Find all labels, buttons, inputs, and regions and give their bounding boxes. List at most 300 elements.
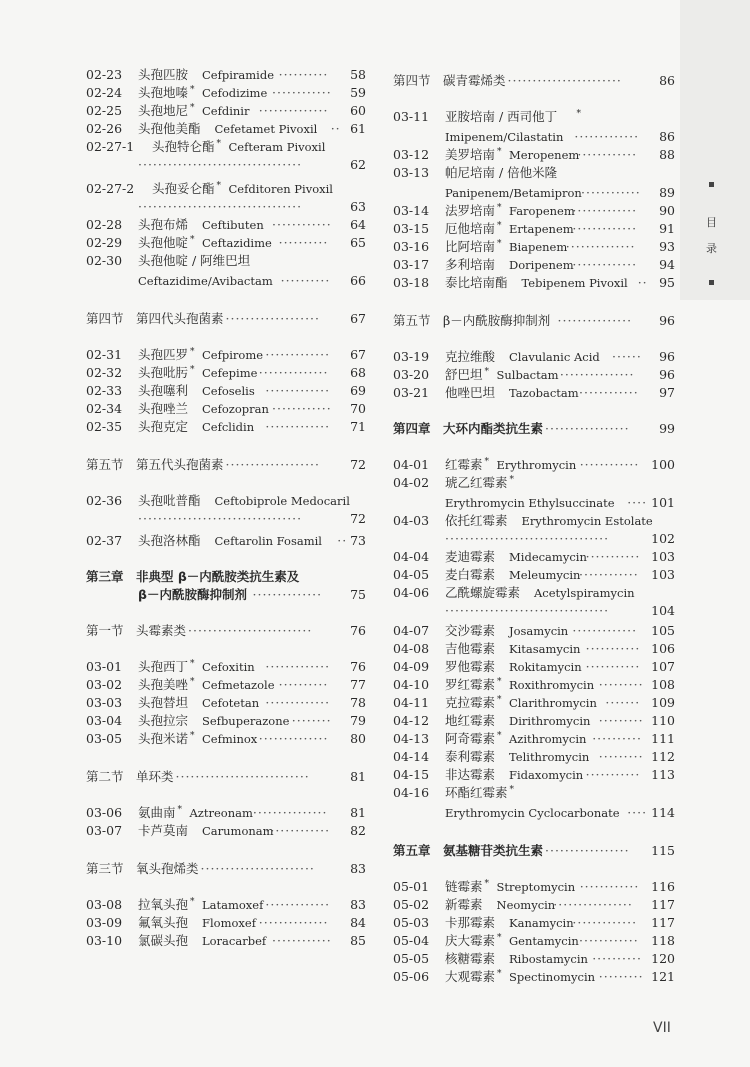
entry-chinese-name: 大观霉素 (445, 969, 496, 984)
entry-code: 02-32 (86, 365, 123, 380)
entry-chinese-name: 罗红霉素 (445, 677, 496, 692)
entry-code: 05-06 (393, 969, 430, 984)
entry-code: 03-07 (86, 823, 123, 838)
chapter-heading: 第四章 大环内酯类抗生素 (393, 421, 544, 436)
leader-dots: ······················· (507, 73, 622, 88)
entry-chinese-name: 非达霉素 (445, 767, 496, 782)
page-number: 71 (350, 419, 366, 434)
star-mark: * (190, 365, 195, 375)
entry-english-name: Cefdinir (202, 104, 250, 118)
leader-dots: ·········· (278, 677, 329, 692)
entry-code: 03-11 (393, 109, 430, 124)
entry-english-name: Cefminox (202, 732, 258, 746)
leader-dots: ············· (572, 623, 638, 638)
leader-dots: ············ (579, 385, 639, 400)
side-marker-top (709, 182, 714, 187)
toc-row (393, 312, 675, 330)
page-number: 113 (651, 767, 675, 782)
entry-english-name: Ceftazidime (202, 236, 272, 250)
toc-row (393, 220, 675, 238)
leader-dots: ········ (291, 713, 332, 728)
page-number: 77 (350, 677, 366, 692)
leader-dots: ··············· (559, 367, 635, 382)
page-number: 85 (350, 933, 366, 948)
entry-chinese-name: 罗他霉素 (445, 659, 496, 674)
page-number: 120 (651, 951, 675, 966)
leader-dots: ············ (581, 185, 641, 200)
entry-code: 04-05 (393, 567, 430, 582)
entry-english-name: Meropenem (509, 148, 580, 162)
leader-dots: ·········· (278, 235, 329, 250)
entry-code: 04-03 (393, 513, 430, 528)
entry-english-name: Aztreonam (189, 806, 253, 820)
entry-code: 04-06 (393, 585, 430, 600)
leader-dots: ······ (612, 349, 642, 364)
toc-row (86, 252, 366, 270)
toc-row (393, 164, 675, 182)
toc-row (393, 566, 675, 584)
entry-chinese-name: 克拉维酸 (445, 349, 496, 364)
toc-row (393, 72, 675, 90)
entry-chinese-name: 他唑巴坦 (445, 385, 496, 400)
toc-row (393, 256, 675, 274)
toc-row (393, 784, 675, 802)
leader-dots: ········· (598, 713, 644, 728)
toc-row (86, 198, 366, 216)
entry-english-name: Carumonam (202, 824, 274, 838)
entry-english-name: Midecamycin (509, 550, 587, 564)
entry-chinese-name: 头孢布烯 (138, 217, 189, 232)
entry-english-name: Fidaxomycin (509, 768, 584, 782)
leader-dots: ·········· (592, 951, 642, 966)
entry-english-name: Cefozopran (202, 402, 269, 416)
entry-code: 05-05 (393, 951, 430, 966)
entry-code: 02-37 (86, 533, 123, 548)
toc-row (393, 384, 675, 402)
star-mark: * (177, 805, 182, 815)
entry-english-name: Cefpiramide (202, 68, 275, 82)
chapter-heading: β－内酰胺酶抑制剂 (138, 587, 247, 602)
leader-dots: ············· (572, 257, 638, 272)
page-number: 99 (659, 421, 675, 436)
entry-english-name: Neomycin (496, 898, 556, 912)
entry-code: 03-02 (86, 677, 123, 692)
toc-row (393, 640, 675, 658)
page-number: 93 (659, 239, 675, 254)
entry-code: 02-27-1 (86, 139, 135, 154)
entry-code: 02-34 (86, 401, 123, 416)
leader-dots: ············ (579, 933, 639, 948)
star-mark: * (190, 85, 195, 95)
page-number: 59 (350, 85, 366, 100)
page-number: 79 (350, 713, 366, 728)
toc-row (393, 494, 675, 512)
star-mark: * (216, 139, 221, 149)
page-number: 63 (350, 199, 366, 214)
toc-row (393, 146, 675, 164)
entry-chinese-name: 头孢他啶 / 阿维巴坦 (138, 253, 251, 268)
entry-code: 03-21 (393, 385, 430, 400)
entry-chinese-name: 红霉素 (445, 457, 483, 472)
entry-english-name: Clavulanic Acid (509, 350, 600, 364)
leader-dots: ············ (579, 567, 639, 582)
section-heading: 第二节 单环类 (86, 769, 174, 784)
side-label-1: 目 (706, 216, 717, 229)
entry-chinese-name: 美罗培南 (445, 147, 496, 162)
page-number: 96 (659, 349, 675, 364)
toc-row (393, 968, 675, 986)
page-number: 66 (350, 273, 366, 288)
page-number: 109 (651, 695, 675, 710)
entry-code: 04-04 (393, 549, 430, 564)
entry-code: 05-03 (393, 915, 430, 930)
entry-english-name: Erythromycin Cyclocarbonate (445, 806, 620, 820)
page-number: 90 (659, 203, 675, 218)
entry-code: 03-14 (393, 203, 430, 218)
entry-english-name: Kanamycin (509, 916, 574, 930)
leader-dots: ············· (574, 129, 640, 144)
entry-english-name: Ceftobiprole Medocaril (214, 494, 350, 508)
entry-english-name: Sulbactam (496, 368, 559, 382)
leader-dots: ························· (188, 623, 313, 638)
entry-english-name: Gentamycin (509, 934, 579, 948)
page-number: 82 (350, 823, 366, 838)
entry-chinese-name: 琥乙红霉素 (445, 475, 508, 490)
entry-english-name: Ceftazidime/Avibactam (138, 274, 273, 288)
toc-row (86, 456, 366, 474)
entry-english-name: Meleumycin (509, 568, 581, 582)
star-mark: * (190, 677, 195, 687)
entry-english-name: Acetylspiramycin (534, 586, 635, 600)
page-number: 116 (651, 879, 675, 894)
leader-dots: ············· (265, 347, 331, 362)
star-mark: * (576, 109, 581, 119)
toc-row (86, 622, 366, 640)
page-number: 103 (651, 567, 675, 582)
page-number: 102 (651, 531, 675, 546)
leader-dots: ············· (265, 383, 331, 398)
toc-row (86, 272, 366, 290)
star-mark: * (216, 181, 221, 191)
leader-dots: ·· (337, 533, 348, 548)
toc-row (86, 180, 366, 198)
toc-row (393, 474, 675, 492)
entry-chinese-name: 麦白霉素 (445, 567, 496, 582)
entry-code: 03-01 (86, 659, 123, 674)
toc-row (86, 310, 366, 328)
entry-code: 04-07 (393, 623, 430, 638)
leader-dots: ············· (265, 419, 331, 434)
page-number: 107 (651, 659, 675, 674)
toc-row (86, 658, 366, 676)
page-number: 111 (651, 731, 675, 746)
entry-chinese-name: 氯碳头孢 (138, 933, 189, 948)
entry-chinese-name: 克拉霉素 (445, 695, 496, 710)
leader-dots: ··················· (225, 311, 320, 326)
page-number: 88 (659, 147, 675, 162)
toc-row (393, 202, 675, 220)
entry-code: 03-05 (86, 731, 123, 746)
entry-chinese-name: 泰利霉素 (445, 749, 496, 764)
entry-chinese-name: 头孢他美酯 (138, 121, 201, 136)
entry-english-name: Cefteram Pivoxil (228, 140, 326, 154)
leader-dots: ············· (572, 221, 638, 236)
toc-row (393, 694, 675, 712)
toc-row (393, 274, 675, 292)
leader-dots: ·············· (258, 365, 329, 380)
entry-chinese-name: 帕尼培南 / 倍他米隆 (445, 165, 558, 180)
entry-code: 02-28 (86, 217, 123, 232)
toc-row (86, 102, 366, 120)
page-number: 80 (350, 731, 366, 746)
toc-row (86, 730, 366, 748)
toc-row (393, 914, 675, 932)
entry-chinese-name: 头孢地尼 (138, 103, 189, 118)
entry-code: 02-26 (86, 121, 123, 136)
page-number: 112 (651, 749, 675, 764)
leader-dots: ·········· (280, 273, 331, 288)
entry-chinese-name: 依托红霉素 (445, 513, 508, 528)
page-number: 84 (350, 915, 366, 930)
entry-english-name: Cefoselis (202, 384, 255, 398)
star-mark: * (190, 659, 195, 669)
toc-row (86, 676, 366, 694)
entry-code: 03-16 (393, 239, 430, 254)
entry-chinese-name: 麦迪霉素 (445, 549, 496, 564)
leader-dots: ············· (265, 659, 331, 674)
page-number: 70 (350, 401, 366, 416)
star-mark: * (497, 731, 502, 741)
page-number: 81 (350, 769, 366, 784)
entry-chinese-name: 核糖霉素 (445, 951, 496, 966)
page-number: 104 (651, 603, 675, 618)
page-number: 106 (651, 641, 675, 656)
page-number: 81 (350, 805, 366, 820)
leader-dots: ············· (572, 203, 638, 218)
leader-dots: ·········· (592, 731, 642, 746)
star-mark: * (509, 475, 514, 485)
entry-chinese-name: 头孢吡肟 (138, 365, 189, 380)
leader-dots: ······················· (200, 861, 315, 876)
page-number: 62 (350, 157, 366, 172)
star-mark: * (497, 969, 502, 979)
star-mark: * (190, 235, 195, 245)
section-heading: 第三节 氧头孢烯类 (86, 861, 199, 876)
entry-english-name: Panipenem/Betamipron (445, 186, 582, 200)
leader-dots: ··········· (585, 767, 641, 782)
entry-english-name: Flomoxef (202, 916, 256, 930)
leader-dots: ············ (272, 401, 332, 416)
leader-dots: ································· (445, 531, 610, 546)
entry-chinese-name: 阿奇霉素 (445, 731, 496, 746)
leader-dots: ··············· (252, 805, 328, 820)
page-number: 64 (350, 217, 366, 232)
toc-row (86, 532, 366, 550)
entry-chinese-name: 新霉素 (445, 897, 483, 912)
entry-english-name: Roxithromycin (509, 678, 595, 692)
toc-row (86, 418, 366, 436)
entry-english-name: Erythromycin Estolate (521, 514, 653, 528)
entry-code: 03-19 (393, 349, 430, 364)
entry-code: 05-01 (393, 879, 430, 894)
page-number: 97 (659, 385, 675, 400)
chapter-heading: 第三章 非典型 β－内酰胺类抗生素及 (86, 569, 300, 584)
entry-english-name: Faropenem (509, 204, 575, 218)
leader-dots: ··········· (585, 549, 641, 564)
page-number: 60 (350, 103, 366, 118)
entry-code: 03-17 (393, 257, 430, 272)
entry-english-name: Streptomycin (496, 880, 576, 894)
star-mark: * (497, 147, 502, 157)
entry-english-name: Doripenem (509, 258, 574, 272)
leader-dots: ································· (138, 199, 303, 214)
page-number: 67 (350, 311, 366, 326)
page-number: 105 (651, 623, 675, 638)
entry-chinese-name: 泰比培南酯 (445, 275, 508, 290)
entry-english-name: Sefbuperazone (202, 714, 290, 728)
page-number: 95 (659, 275, 675, 290)
toc-row (393, 602, 675, 620)
entry-english-name: Ertapenem (509, 222, 574, 236)
leader-dots: ············ (579, 879, 640, 894)
entry-chinese-name: 头孢米诺 (138, 731, 189, 746)
toc-row (86, 346, 366, 364)
entry-english-name: Ceftarolin Fosamil (214, 534, 322, 548)
leader-dots: ·············· (258, 731, 329, 746)
leader-dots: ······· (605, 695, 641, 710)
entry-chinese-name: 头孢妥仑酯 (152, 181, 215, 196)
entry-chinese-name: 氟氧头孢 (138, 915, 189, 930)
toc-row (393, 128, 675, 146)
toc-row (86, 860, 366, 878)
entry-english-name: Cefclidin (202, 420, 255, 434)
toc-row (86, 914, 366, 932)
entry-code: 03-15 (393, 221, 430, 236)
section-heading: 第四节 第四代头孢菌素 (86, 311, 224, 326)
entry-code: 03-13 (393, 165, 430, 180)
entry-chinese-name: 拉氧头孢 (138, 897, 189, 912)
entry-english-name: Latamoxef (202, 898, 264, 912)
toc-row (393, 238, 675, 256)
toc-row (86, 896, 366, 914)
chapter-heading: 第五章 氨基糖苷类抗生素 (393, 843, 544, 858)
entry-english-name: Kitasamycin (509, 642, 581, 656)
leader-dots: ·· (637, 275, 648, 290)
leader-dots: ································· (445, 603, 610, 618)
entry-chinese-name: 头孢噻利 (138, 383, 189, 398)
entry-code: 04-16 (393, 785, 430, 800)
page-number: 89 (659, 185, 675, 200)
leader-dots: ·············· (252, 587, 323, 602)
entry-code: 03-03 (86, 695, 123, 710)
entry-code: 03-10 (86, 933, 123, 948)
entry-english-name: Cefditoren Pivoxil (228, 182, 333, 196)
entry-code: 03-08 (86, 897, 123, 912)
toc-row (393, 932, 675, 950)
toc-row (393, 748, 675, 766)
page-number: 83 (350, 861, 366, 876)
entry-chinese-name: 头孢他啶 (138, 235, 189, 250)
leader-dots: ············ (272, 933, 332, 948)
leader-dots: ·············· (565, 239, 636, 254)
leader-dots: ················· (545, 421, 630, 436)
leader-dots: ·············· (258, 103, 329, 118)
toc-row (86, 804, 366, 822)
entry-english-name: Cefoxitin (202, 660, 255, 674)
star-mark: * (509, 785, 514, 795)
leader-dots: ···· (627, 805, 648, 820)
section-heading: 第一节 头霉素类 (86, 623, 187, 638)
toc-row (393, 896, 675, 914)
star-mark: * (190, 731, 195, 741)
toc-row (86, 400, 366, 418)
toc-row (393, 658, 675, 676)
toc-row (86, 120, 366, 138)
entry-chinese-name: 头孢西丁 (138, 659, 189, 674)
toc-row (393, 548, 675, 566)
page-number: 58 (350, 67, 366, 82)
entry-code: 03-06 (86, 805, 123, 820)
entry-chinese-name: 卡那霉素 (445, 915, 496, 930)
entry-chinese-name: 吉他霉素 (445, 641, 496, 656)
star-mark: * (484, 879, 489, 889)
entry-chinese-name: 头孢特仑酯 (152, 139, 215, 154)
entry-code: 04-08 (393, 641, 430, 656)
leader-dots: ···· (627, 495, 648, 510)
leader-dots: ··················· (225, 457, 320, 472)
toc-row (393, 950, 675, 968)
entry-code: 02-31 (86, 347, 123, 362)
entry-code: 03-12 (393, 147, 430, 162)
star-mark: * (497, 221, 502, 231)
toc-row (393, 730, 675, 748)
toc-row (393, 676, 675, 694)
entry-english-name: Cefetamet Pivoxil (214, 122, 318, 136)
entry-code: 05-02 (393, 897, 430, 912)
star-mark: * (484, 457, 489, 467)
toc-row (393, 530, 675, 548)
page-number: 73 (350, 533, 366, 548)
page-number: 61 (350, 121, 366, 136)
leader-dots: ··········· (585, 641, 641, 656)
entry-english-name: Spectinomycin (509, 970, 596, 984)
entry-english-name: Rokitamycin (509, 660, 582, 674)
entry-code: 04-09 (393, 659, 430, 674)
page-number: 69 (350, 383, 366, 398)
star-mark: * (497, 203, 502, 213)
leader-dots: ············· (265, 695, 331, 710)
entry-code: 02-36 (86, 493, 123, 508)
leader-dots: ············· (572, 147, 638, 162)
star-mark: * (190, 103, 195, 113)
entry-code: 02-27-2 (86, 181, 135, 196)
entry-code: 04-13 (393, 731, 430, 746)
entry-chinese-name: 亚胺培南 / 西司他丁 (445, 109, 558, 124)
page-number: 101 (651, 495, 675, 510)
entry-chinese-name: 厄他培南 (445, 221, 496, 236)
star-mark: * (497, 239, 502, 249)
leader-dots: ································· (138, 157, 303, 172)
leader-dots: ··············· (557, 313, 633, 328)
toc-row (393, 184, 675, 202)
page-number: 96 (659, 367, 675, 382)
leader-dots: ··························· (175, 769, 310, 784)
side-label-2: 录 (706, 242, 717, 255)
toc-row (86, 156, 366, 174)
entry-english-name: Clarithromycin (509, 696, 597, 710)
entry-code: 02-35 (86, 419, 123, 434)
entry-chinese-name: 舒巴坦 (445, 367, 483, 382)
